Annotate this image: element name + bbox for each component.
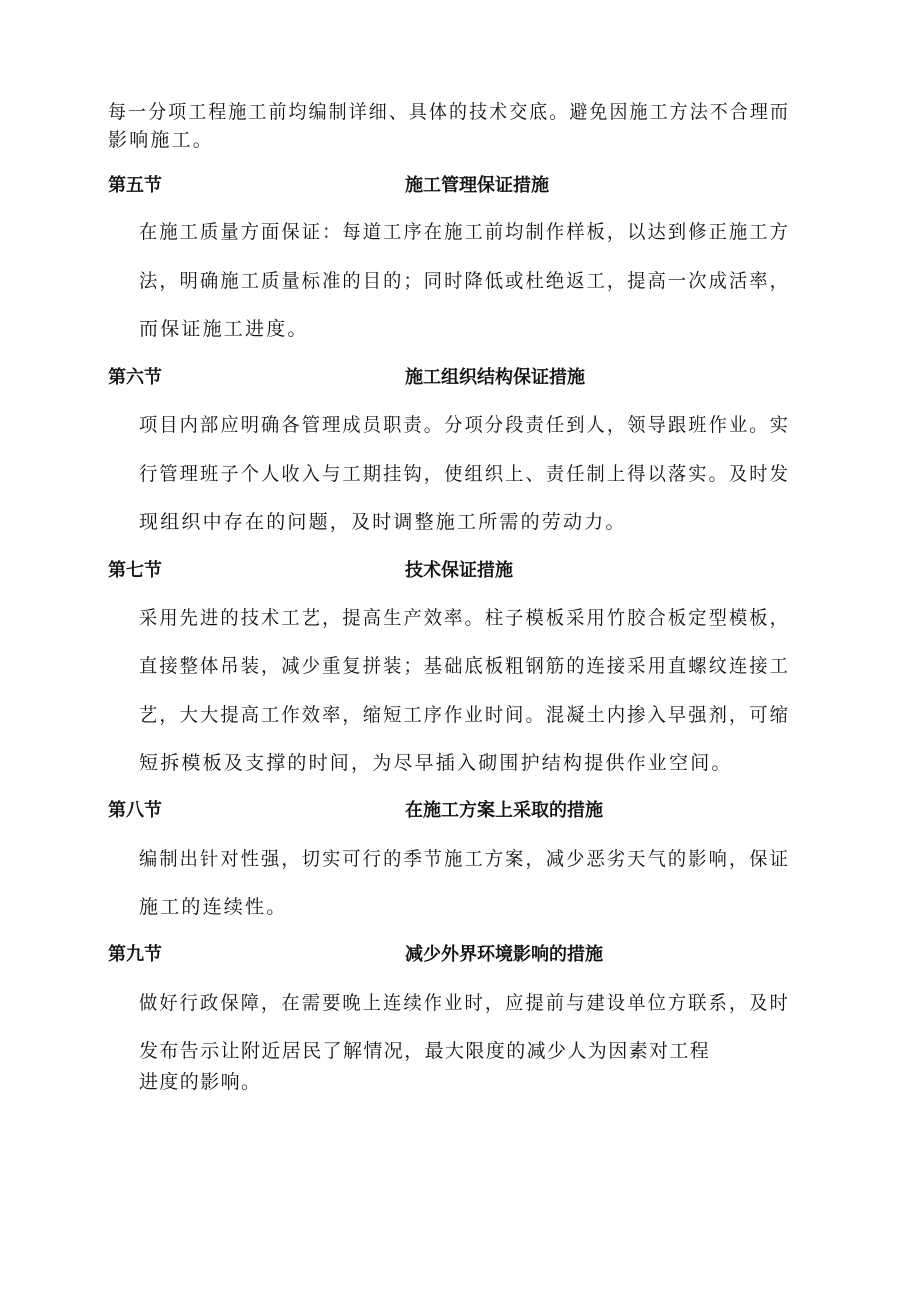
- section-7-line-1: 采用先进的技术工艺，提高生产效率。柱子模板采用竹胶合板定型模板，: [139, 607, 790, 629]
- section-heading-7: [108, 559, 808, 583]
- intro-line-2: 影响施工。: [108, 129, 215, 151]
- section-5-line-3: 而保证施工进度。: [139, 318, 309, 340]
- section-heading-6: [108, 366, 808, 390]
- section-number: 第五节: [108, 175, 162, 196]
- section-title: 技术保证措施: [405, 560, 513, 581]
- section-7-line-4: 短拆模板及支撑的时间，为尽早插入砌围护结构提供作业空间。: [139, 752, 733, 774]
- section-5-line-1: 在施工质量方面保证：每道工序在施工前均制作样板，以达到修正施工方: [139, 221, 790, 243]
- section-9-line-2: 发布告示让附近居民了解情况，最大限度的减少人为因素对工程: [139, 1040, 711, 1062]
- section-7-line-2: 直接整体吊装，减少重复拼装；基础底板粗钢筋的连接采用直螺纹连接工: [139, 655, 790, 677]
- intro-line-1: 每一分项工程施工前均编制详细、具体的技术交底。避免因施工方法不合理而: [108, 101, 791, 123]
- section-number: 第九节: [108, 944, 162, 965]
- section-number: 第六节: [108, 367, 162, 388]
- section-5-line-2: 法，明确施工质量标准的目的；同时降低或杜绝返工，提高一次成活率，: [139, 270, 790, 292]
- section-8-line-2: 施工的连续性。: [139, 896, 288, 918]
- section-heading-9: [108, 943, 808, 967]
- section-heading-8: [108, 799, 808, 823]
- section-7-line-3: 艺，大大提高工作效率，缩短工序作业时间。混凝土内掺入早强剂，可缩: [139, 704, 790, 726]
- section-title: 施工组织结构保证措施: [405, 367, 585, 388]
- section-heading-5: [108, 174, 808, 198]
- section-title: 施工管理保证措施: [405, 175, 549, 196]
- section-title: 减少外界环境影响的措施: [405, 944, 603, 965]
- section-number: 第七节: [108, 560, 162, 581]
- section-8-line-1: 编制出针对性强，切实可行的季节施工方案，减少恶劣天气的影响，保证: [139, 848, 790, 870]
- section-title: 在施工方案上采取的措施: [405, 800, 603, 821]
- section-6-line-3: 现组织中存在的问题，及时调整施工所需的劳动力。: [139, 511, 627, 533]
- section-9-line-3: 进度的影响。: [139, 1071, 262, 1093]
- section-6-line-1: 项目内部应明确各管理成员职责。分项分段责任到人，领导跟班作业。实: [139, 414, 790, 436]
- section-6-line-2: 行管理班子个人收入与工期挂钩，使组织上、责任制上得以落实。及时发: [139, 463, 790, 485]
- section-number: 第八节: [108, 800, 162, 821]
- section-9-line-1: 做好行政保障，在需要晚上连续作业时，应提前与建设单位方联系，及时: [139, 992, 790, 1014]
